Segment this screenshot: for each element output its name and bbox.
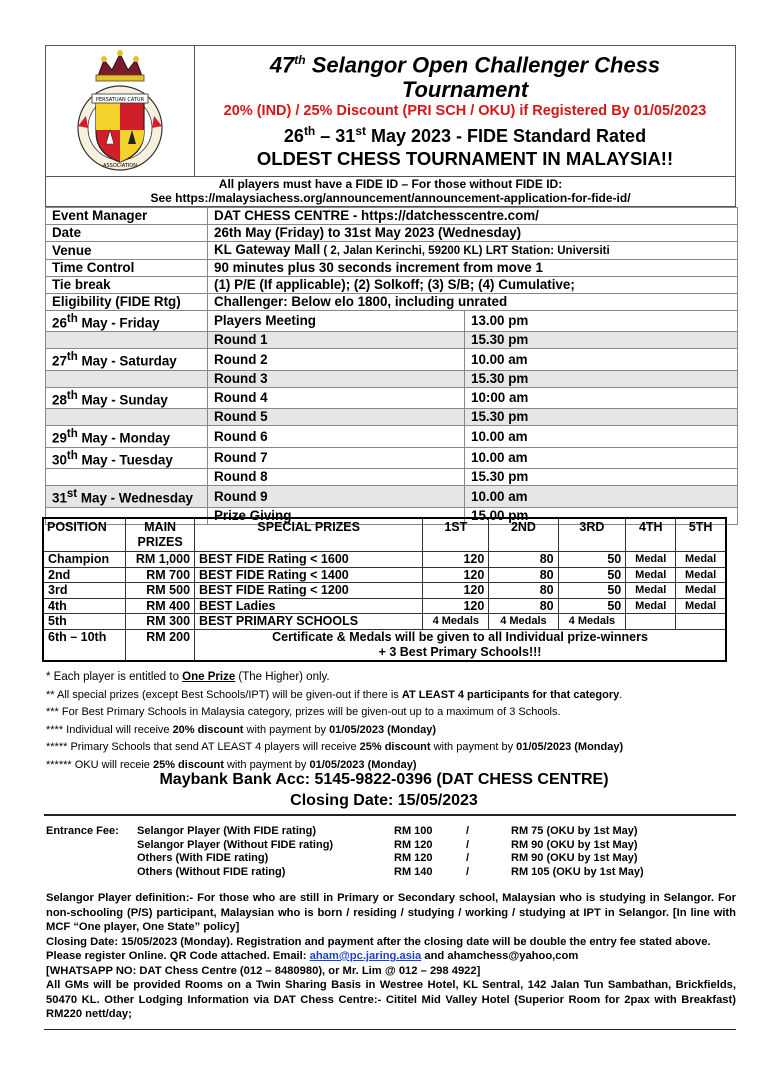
schedule-row: [46, 370, 738, 387]
fee-amount: RM 120: [394, 838, 433, 851]
title-cell: [195, 46, 735, 176]
schedule-row: [46, 447, 738, 468]
prize-position: Champion: [43, 552, 126, 568]
certificate-note: Certificate & Medals will be given to all Individual prize-winners + 3 Best Primary Schools!!!: [195, 629, 726, 661]
header-4th: 4TH: [626, 518, 676, 552]
info-row: [46, 277, 738, 294]
prize-1st: 4 Medals: [423, 614, 489, 630]
event-info-table: [45, 207, 738, 525]
prize-2nd: 4 Medals: [489, 614, 558, 630]
prize-2nd: 80: [489, 598, 558, 614]
prize-3rd: 50: [558, 552, 626, 568]
schedule-event: Round 7: [208, 447, 465, 468]
prize-special: BEST FIDE Rating < 1200: [195, 583, 423, 599]
prize-1st: 120: [423, 567, 489, 583]
prize-4th: Medal: [626, 598, 676, 614]
note-2: ** All special prizes (except Best Schools/IPT) will be given-out if there is AT LEAST 4 participants for that category.: [46, 688, 623, 701]
schedule-event: Round 3: [208, 370, 465, 387]
note-4: **** Individual will receive 20% discount with payment by 01/05/2023 (Monday): [46, 723, 437, 736]
info-row: [46, 225, 738, 242]
header-2nd: 2ND: [489, 518, 558, 552]
schedule-row: [46, 332, 738, 349]
prize-special: BEST FIDE Rating < 1600: [195, 552, 423, 568]
prize-row: [43, 552, 726, 568]
schedule-day: [46, 370, 208, 387]
schedule-day: [46, 409, 208, 426]
schedule-day: 31st May - Wednesday: [46, 486, 208, 507]
svg-text:ASSOCIATION: ASSOCIATION: [103, 163, 137, 169]
prize-5th: Medal: [676, 598, 726, 614]
header-1st: 1ST: [423, 518, 489, 552]
fee-separator: /: [466, 825, 470, 837]
divider: [44, 1029, 736, 1030]
prize-main: RM 400: [126, 598, 195, 614]
prize-2nd: 80: [489, 552, 558, 568]
schedule-row: [46, 409, 738, 426]
schedule-event: Players Meeting: [208, 311, 465, 332]
prize-position: 4th: [43, 598, 126, 614]
schedule-row: [46, 469, 738, 486]
schedule-time: 10.00 am: [465, 426, 738, 447]
schedule-time: 15.30 pm: [465, 370, 738, 387]
prize-main: RM 700: [126, 567, 195, 583]
header-box: [45, 45, 736, 177]
whatsapp-info: [WHATSAPP NO: DAT Chess Centre (012 – 8480980), or Mr. Lim @ 012 – 298 4922]: [46, 964, 481, 977]
schedule-event: Round 8: [208, 469, 465, 486]
note-5: ***** Primary Schools that send AT LEAST 4 players will receive 25% discount with payment by 01/05/2023 (Monday): [46, 741, 624, 753]
fee-oku: RM 90 (OKU by 1st May): [511, 852, 638, 864]
schedule-event: Round 5: [208, 409, 465, 426]
schedule-day: 27th May - Saturday: [46, 349, 208, 370]
prize-2nd: 80: [489, 583, 558, 599]
prize-4th: [626, 614, 676, 630]
prize-main: RM 500: [126, 583, 195, 599]
lodging-info: All GMs will be provided Rooms on a Twin Sharing Basis in Westree Hotel, KL Sentral, 142 Jalan Tun Sambathan, Brickfields, 50470 KL. Other Lodging Information via DAT Chess Centre:- Cititel Mid Valley Hotel (Superior Room for 2pax with Breakfast) RM220 nett/day;: [46, 979, 736, 1020]
prize-main: RM 300: [126, 614, 195, 630]
info-row: [46, 242, 738, 260]
schedule-time: 10.00 am: [465, 447, 738, 468]
logo-cell: [46, 46, 195, 176]
tournament-title: 47th Selangor Open Challenger Chess Tournament: [269, 52, 661, 103]
info-label: Time Control: [46, 260, 208, 277]
info-label: Tie break: [46, 277, 208, 294]
schedule-row: [46, 426, 738, 447]
info-row: [46, 208, 738, 225]
schedule-day: 26th May - Friday: [46, 311, 208, 332]
header-main-prizes: MAIN PRIZES: [126, 518, 195, 552]
schedule-row: [46, 387, 738, 408]
info-label: Date: [46, 225, 208, 242]
prize-5th: Medal: [676, 583, 726, 599]
fee-oku: RM 75 (OKU by 1st May): [511, 825, 638, 837]
prizes-table: [42, 517, 727, 662]
prize-position: 2nd: [43, 567, 126, 583]
bank-account: Maybank Bank Acc: 5145-9822-0396 (DAT CHESS CENTRE): [159, 771, 609, 788]
prize-3rd: 4 Medals: [558, 614, 626, 630]
association-logo: [46, 46, 194, 176]
logo-top-text: PERSATUAN CATUR: [95, 97, 145, 103]
fee-amount: RM 140: [394, 865, 433, 878]
header-5th: 5TH: [676, 518, 726, 552]
info-value: 26th May (Friday) to 31st May 2023 (Wednesday): [208, 225, 738, 242]
prize-row: [43, 614, 726, 630]
prize-special: BEST Ladies: [195, 598, 423, 614]
prize-main: RM 200: [126, 629, 195, 661]
fee-separator: /: [466, 865, 470, 878]
schedule-event: Round 6: [208, 426, 465, 447]
prize-notes: [46, 669, 736, 774]
header-position: POSITION: [43, 518, 126, 552]
schedule-event: Round 4: [208, 387, 465, 408]
info-value: KL Gateway Mall ( 2, Jalan Kerinchi, 59200 KL) LRT Station: Universiti: [208, 242, 738, 260]
divider: [44, 814, 736, 816]
fee-desc: Others (Without FIDE rating): [137, 865, 286, 878]
fide-note-line1: All players must have a FIDE ID – For those without FIDE ID:: [218, 177, 563, 191]
tournament-dates: 26th – 31st May 2023 - FIDE Standard Rated: [283, 124, 647, 147]
header-3rd: 3RD: [558, 518, 626, 552]
oldest-tagline: OLDEST CHESS TOURNAMENT IN MALAYSIA!!: [256, 148, 674, 170]
info-label: Eligibility (FIDE Rtg): [46, 294, 208, 311]
schedule-time: 15.30 pm: [465, 469, 738, 486]
discount-banner: 20% (IND) / 25% Discount (PRI SCH / OKU) if Registered By 01/05/2023: [223, 103, 707, 120]
fee-oku: RM 90 (OKU by 1st May): [511, 838, 638, 851]
prize-special: BEST PRIMARY SCHOOLS: [195, 614, 423, 630]
info-label: Event Manager: [46, 208, 208, 225]
closing-date: Closing Date: 15/05/2023: [290, 792, 478, 809]
prize-5th: Medal: [676, 567, 726, 583]
schedule-row: [46, 486, 738, 507]
schedule-event: Round 9: [208, 486, 465, 507]
prize-5th: Medal: [676, 552, 726, 568]
prize-2nd: 80: [489, 567, 558, 583]
prize-special: BEST FIDE Rating < 1400: [195, 567, 423, 583]
prize-1st: 120: [423, 583, 489, 599]
prize-position: 3rd: [43, 583, 126, 599]
prize-4th: Medal: [626, 567, 676, 583]
footer-text: [46, 891, 736, 1022]
register-info: Please register Online. QR Code attached. Email: aham@pc.jaring.asia and ahamchess@yahoo,com: [46, 950, 579, 962]
fee-desc: Selangor Player (Without FIDE rating): [137, 838, 334, 851]
prize-main: RM 1,000: [126, 552, 195, 568]
fee-desc: Others (With FIDE rating): [137, 852, 269, 864]
prize-row: [43, 598, 726, 614]
info-value: Challenger: Below elo 1800, including unrated: [208, 294, 738, 311]
schedule-time: 15.00 pm: [465, 507, 738, 524]
prize-position: 5th: [43, 614, 126, 630]
schedule-time: 10:00 am: [465, 387, 738, 408]
schedule-event: Round 2: [208, 349, 465, 370]
schedule-time: 10.00 am: [465, 486, 738, 507]
fide-id-note: [45, 177, 736, 207]
info-value: 90 minutes plus 30 seconds increment from move 1: [208, 260, 738, 277]
prize-1st: 120: [423, 552, 489, 568]
prize-4th: Medal: [626, 583, 676, 599]
schedule-day: [46, 332, 208, 349]
schedule-day: 28th May - Sunday: [46, 387, 208, 408]
schedule-time: 15.30 pm: [465, 409, 738, 426]
info-row: [46, 294, 738, 311]
bank-info: [0, 769, 768, 811]
note-6: ****** OKU will receie 25% discount with payment by 01/05/2023 (Monday): [46, 758, 417, 771]
closing-note: Closing Date: 15/05/2023 (Monday). Registration and payment after the closing date will be double the entry fee stated above.: [46, 935, 711, 948]
fide-application-link[interactable]: See https://malaysiachess.org/announcement/announcement-application-for-fide-id/: [150, 190, 631, 205]
prizes-header-row: [43, 518, 726, 552]
fee-amount: RM 100: [394, 825, 433, 837]
prize-3rd: 50: [558, 583, 626, 599]
prize-row-last: [43, 629, 726, 661]
schedule-time: 13.00 pm: [465, 311, 738, 332]
prize-4th: Medal: [626, 552, 676, 568]
schedule-day: [46, 469, 208, 486]
schedule-event: Round 1: [208, 332, 465, 349]
fee-oku: RM 105 (OKU by 1st May): [511, 865, 644, 878]
schedule-day: 29th May - Monday: [46, 426, 208, 447]
note-1: * Each player is entitled to One Prize (The Higher) only.: [46, 671, 330, 683]
fees-label: Entrance Fee:: [46, 825, 119, 837]
prize-3rd: 50: [558, 567, 626, 583]
prize-row: [43, 583, 726, 599]
info-value[interactable]: DAT CHESS CENTRE - https://datchesscentre.com/: [208, 208, 738, 225]
note-3: *** For Best Primary Schools in Malaysia category, prizes will be given-out up to a maximum of 3 Schools.: [46, 706, 561, 718]
prize-position: 6th – 10th: [43, 629, 126, 661]
fee-amount: RM 120: [394, 852, 433, 864]
header-special-prizes: SPECIAL PRIZES: [195, 518, 423, 552]
schedule-row: [46, 311, 738, 332]
fee-desc: Selangor Player (With FIDE rating): [137, 825, 316, 837]
schedule-day: 30th May - Tuesday: [46, 447, 208, 468]
fee-separator: /: [466, 852, 470, 864]
email-link[interactable]: aham@pc.jaring.asia: [309, 950, 422, 962]
schedule-time: 10.00 am: [465, 349, 738, 370]
schedule-time: 15.30 pm: [465, 332, 738, 349]
schedule-event: Prize Giving: [208, 507, 465, 524]
prize-row: [43, 567, 726, 583]
info-label: Venue: [46, 242, 208, 260]
prize-3rd: 50: [558, 598, 626, 614]
prize-5th: [676, 614, 726, 630]
schedule-row: [46, 349, 738, 370]
fee-separator: /: [466, 838, 470, 851]
prize-1st: 120: [423, 598, 489, 614]
info-value: (1) P/E (If applicable); (2) Solkoff; (3) S/B; (4) Cumulative;: [208, 277, 738, 294]
player-definition: Selangor Player definition:- For those who are still in Primary or Secondary school, Malaysian who is studying in Selangor. For non-schooling (P/S) participant, Malaysian who is born / residing / studying / working / studying at IPT in Selangor. [In line with MCF “One player, One State” policy]: [46, 892, 736, 933]
info-row: [46, 260, 738, 277]
